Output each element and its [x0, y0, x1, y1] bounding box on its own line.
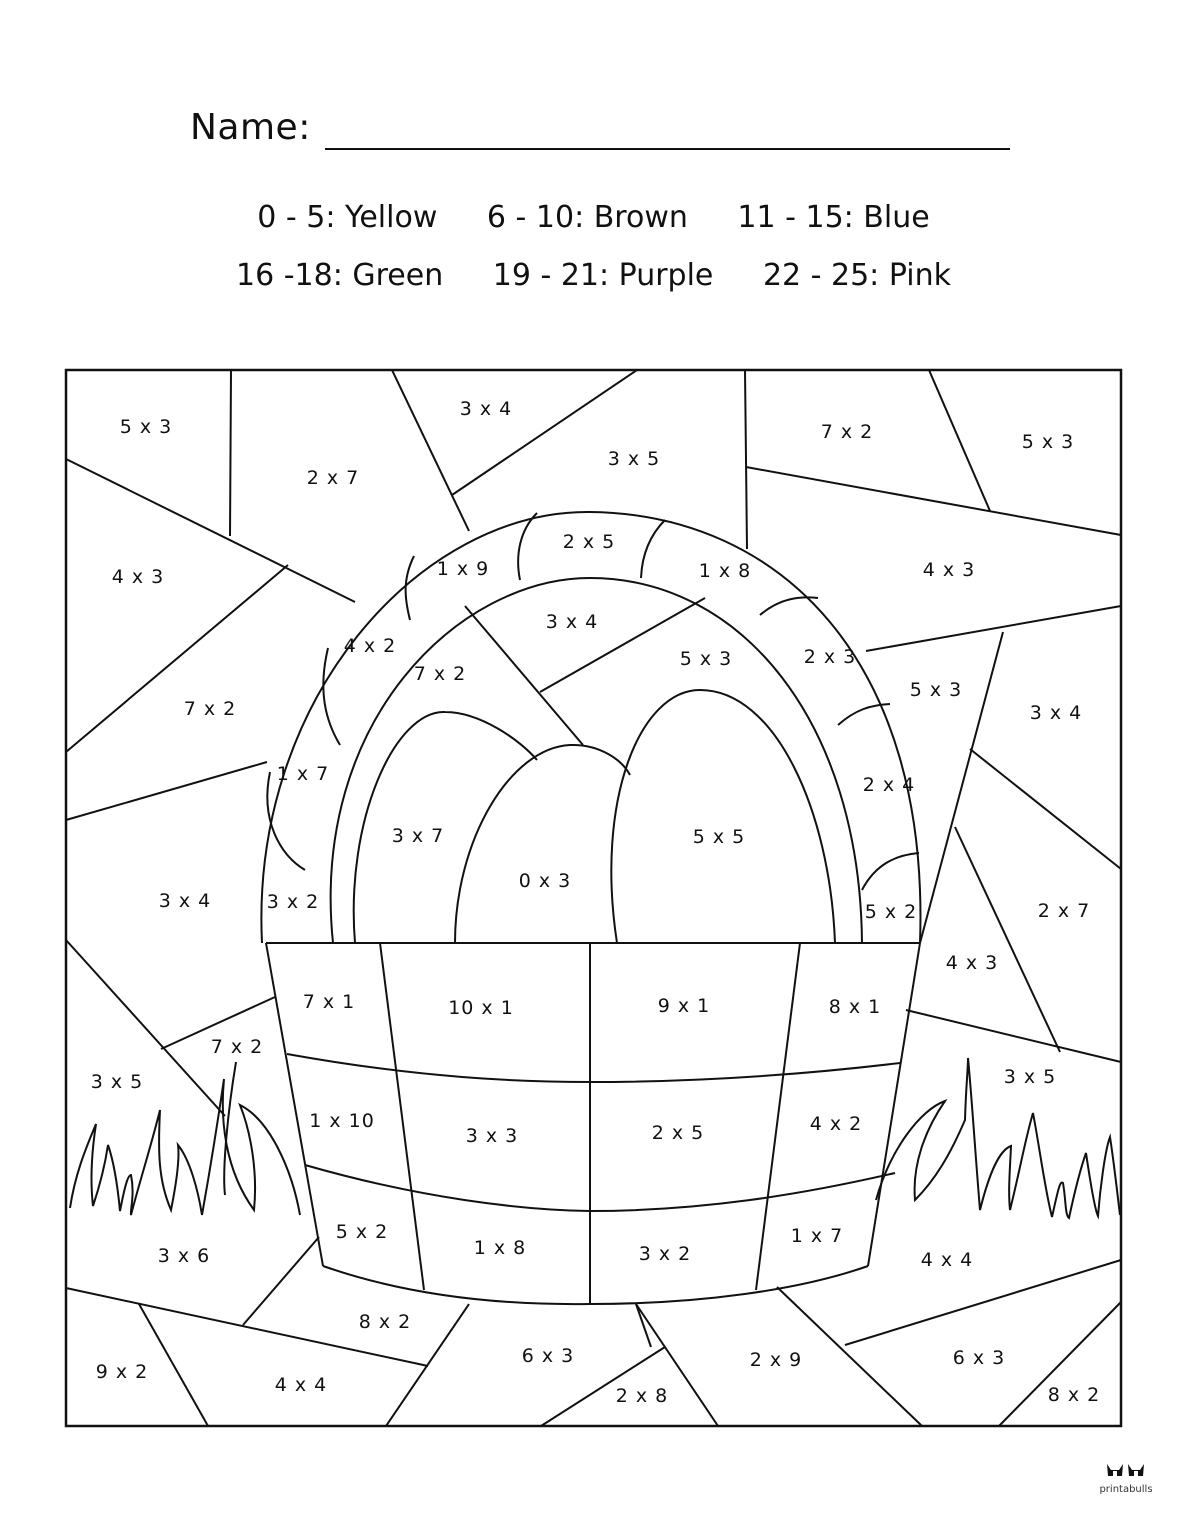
region-label[interactable]: 5 x 3 [909, 679, 963, 701]
printabulls-logo [1096, 1462, 1156, 1495]
region-label[interactable]: 8 x 2 [358, 1311, 412, 1333]
region-label[interactable]: 3 x 2 [266, 891, 320, 913]
region-label[interactable]: 3 x 4 [545, 611, 599, 633]
region-label[interactable]: 3 x 4 [459, 398, 513, 420]
region-label[interactable]: 2 x 5 [651, 1122, 705, 1144]
region-label[interactable]: 2 x 7 [1037, 900, 1091, 922]
region-label[interactable]: 1 x 8 [698, 560, 752, 582]
region-label[interactable]: 1 x 7 [276, 763, 330, 785]
color-key-blue: 11 - 15: Blue [737, 200, 930, 235]
region-label[interactable]: 5 x 2 [864, 901, 918, 923]
region-label[interactable]: 5 x 3 [119, 416, 173, 438]
region-label[interactable]: 1 x 7 [790, 1225, 844, 1247]
region-label[interactable]: 1 x 10 [309, 1110, 375, 1132]
region-label[interactable]: 2 x 8 [615, 1385, 669, 1407]
region-label[interactable]: 7 x 2 [820, 421, 874, 443]
bulldog-icon [1104, 1462, 1148, 1480]
region-label[interactable]: 4 x 3 [922, 559, 976, 581]
region-label[interactable]: 0 x 3 [518, 870, 572, 892]
region-label[interactable]: 2 x 9 [749, 1349, 803, 1371]
color-key-yellow: 0 - 5: Yellow [257, 200, 438, 235]
region-label[interactable]: 3 x 6 [157, 1245, 211, 1267]
region-label[interactable]: 3 x 5 [90, 1071, 144, 1093]
color-key-brown: 6 - 10: Brown [486, 200, 688, 235]
region-label[interactable]: 4 x 3 [111, 566, 165, 588]
region-label[interactable]: 3 x 4 [1029, 702, 1083, 724]
region-label[interactable]: 2 x 3 [803, 646, 857, 668]
region-label[interactable]: 3 x 4 [158, 890, 212, 912]
region-label[interactable]: 2 x 4 [862, 774, 916, 796]
region-label[interactable]: 3 x 3 [465, 1125, 519, 1147]
region-label[interactable]: 5 x 3 [679, 648, 733, 670]
region-label[interactable]: 1 x 8 [473, 1237, 527, 1259]
logo-text: printabulls [1099, 1484, 1153, 1495]
region-label[interactable]: 2 x 5 [562, 531, 616, 553]
name-label: Name: [190, 107, 311, 148]
region-label[interactable]: 7 x 2 [413, 663, 467, 685]
region-label[interactable]: 10 x 1 [448, 997, 514, 1019]
region-label[interactable]: 6 x 3 [521, 1345, 575, 1367]
region-label[interactable]: 4 x 2 [809, 1113, 863, 1135]
region-label[interactable]: 5 x 2 [335, 1221, 389, 1243]
color-key-purple: 19 - 21: Purple [492, 258, 714, 293]
region-label[interactable]: 7 x 2 [210, 1036, 264, 1058]
region-label[interactable]: 6 x 3 [952, 1347, 1006, 1369]
region-label[interactable]: 3 x 7 [391, 825, 445, 847]
color-key-green: 16 -18: Green [236, 258, 444, 293]
region-label[interactable]: 3 x 5 [607, 448, 661, 470]
region-label[interactable]: 3 x 5 [1003, 1066, 1057, 1088]
region-label[interactable]: 4 x 2 [343, 635, 397, 657]
color-key-pink: 22 - 25: Pink [762, 258, 951, 293]
region-label[interactable]: 4 x 4 [274, 1374, 328, 1396]
region-label[interactable]: 8 x 2 [1047, 1384, 1101, 1406]
region-label[interactable]: 7 x 2 [183, 698, 237, 720]
region-label[interactable]: 4 x 4 [920, 1249, 974, 1271]
region-label[interactable]: 8 x 1 [828, 996, 882, 1018]
region-label[interactable]: 4 x 3 [945, 952, 999, 974]
region-label[interactable]: 9 x 1 [657, 995, 711, 1017]
region-label[interactable]: 2 x 7 [306, 467, 360, 489]
region-label[interactable]: 5 x 5 [692, 826, 746, 848]
region-label[interactable]: 1 x 9 [436, 558, 490, 580]
region-label[interactable]: 7 x 1 [302, 991, 356, 1013]
region-label[interactable]: 3 x 2 [638, 1243, 692, 1265]
region-label[interactable]: 5 x 3 [1021, 431, 1075, 453]
region-label[interactable]: 9 x 2 [95, 1361, 149, 1383]
